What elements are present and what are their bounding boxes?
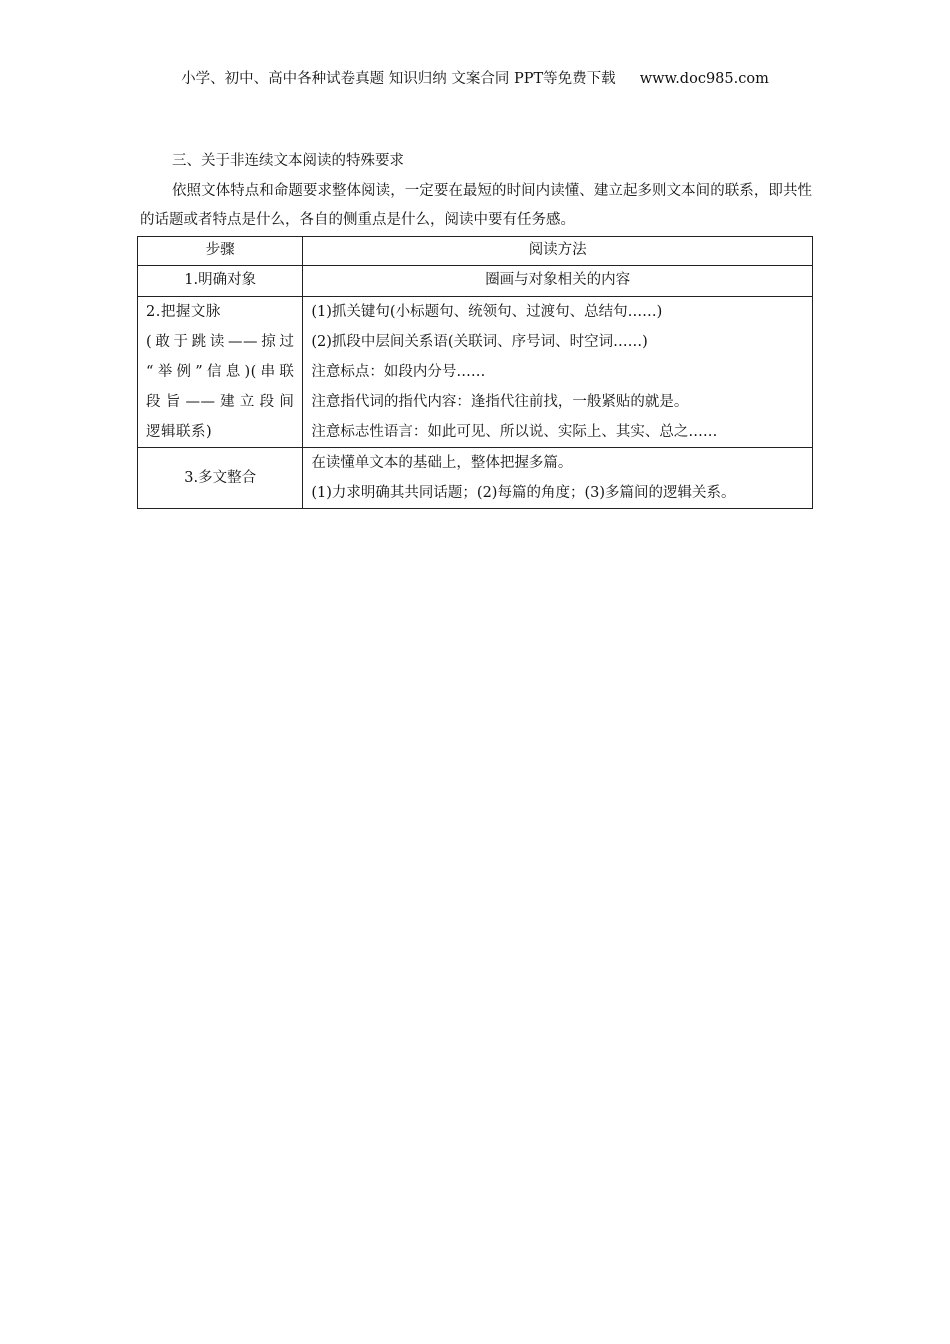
method-line: 注意指代词的指代内容：逢指代往前找，一般紧贴的就是。 — [311, 394, 689, 410]
method-cell — [303, 448, 813, 509]
table-header-row — [138, 237, 813, 266]
intro-paragraph: 依照文体特点和命题要求整体阅读，一定要在最短的时间内读懂、建立起多则文本间的联系，即共性的话题或者特点是什么，各自的侧重点是什么，阅读中要有任务感。 — [140, 183, 812, 228]
step-line: 段旨——建立段间 — [146, 394, 295, 410]
method-line: 注意标志性语言：如此可见、所以说、实际上、其实、总之…… — [311, 424, 718, 440]
method-line: 注意标点：如段内分号…… — [311, 364, 486, 380]
header-text: 小学、初中、高中各种试卷真题 知识归纳 文案合同 PPT等免费下载 — [181, 71, 616, 87]
header-site-link[interactable]: www.doc985.com — [639, 71, 769, 87]
table-row — [138, 297, 813, 448]
method-cell: 圈画与对象相关的内容 — [303, 266, 813, 297]
step-line: 2.把握文脉 — [146, 304, 221, 320]
step-line: 逻辑联系) — [146, 424, 213, 440]
header-step: 步骤 — [138, 237, 303, 266]
table-row — [138, 448, 813, 509]
section-heading: 三、关于非连续文本阅读的特殊要求 — [172, 153, 404, 169]
header-method: 阅读方法 — [303, 237, 813, 266]
table-row — [138, 266, 813, 297]
method-line: 在读懂单文本的基础上，整体把握多篇。 — [311, 455, 573, 471]
reading-steps-table — [137, 236, 813, 509]
page-header — [0, 68, 950, 90]
step-cell — [138, 297, 303, 448]
step-line: “举例”信息)(串联 — [146, 364, 295, 380]
step-line: (敢于跳读——掠过 — [146, 334, 295, 350]
step-cell: 1.明确对象 — [138, 266, 303, 297]
method-cell — [303, 297, 813, 448]
method-line: (1)力求明确其共同话题；(2)每篇的角度；(3)多篇间的逻辑关系。 — [311, 485, 736, 501]
method-line: (1)抓关键句(小标题句、统领句、过渡句、总结句……) — [311, 304, 663, 320]
step-cell: 3.多文整合 — [138, 448, 303, 509]
method-line: (2)抓段中层间关系语(关联词、序号词、时空词……) — [311, 334, 648, 350]
